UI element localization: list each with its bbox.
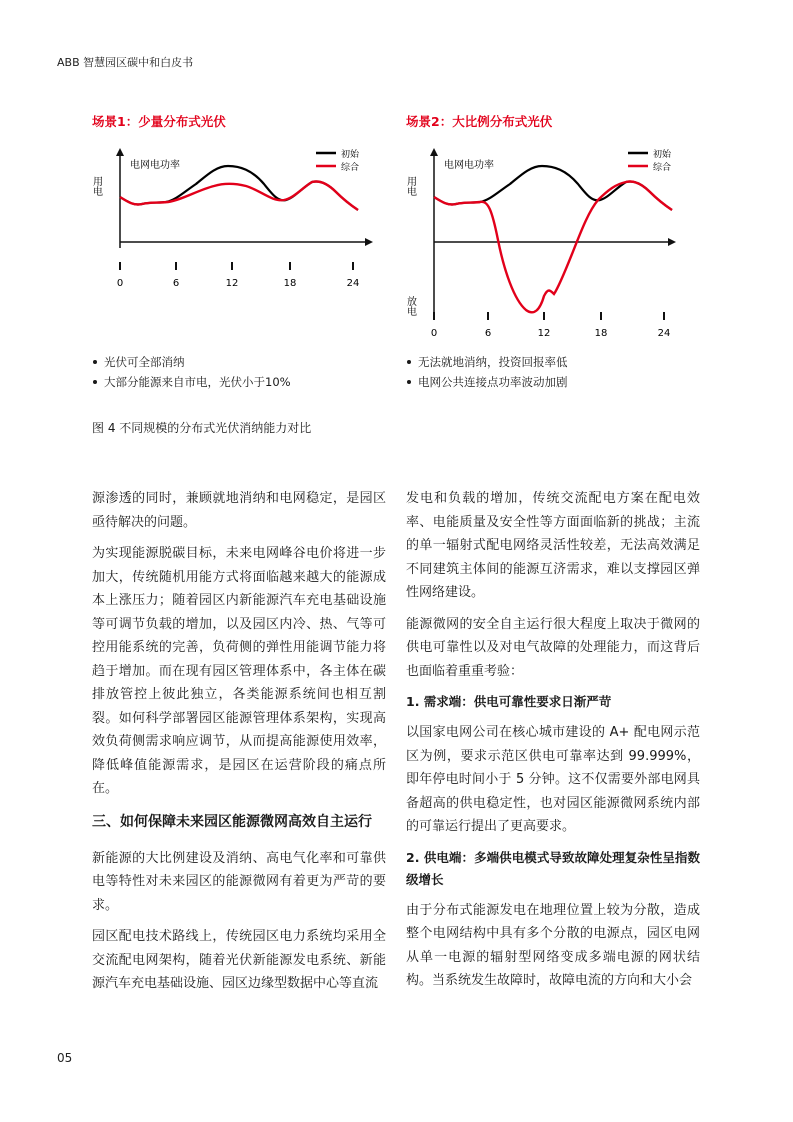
- legend-initial-label: 初始: [341, 150, 360, 160]
- right-column: [406, 487, 700, 1001]
- y-label-top: 用电: [404, 176, 416, 196]
- legend-combined-label: 综合: [653, 163, 672, 173]
- y-axis-arrow: [116, 148, 124, 156]
- bullet-item: 电网公共连接点功率波动加剧: [406, 372, 568, 392]
- page-number: 05: [57, 1051, 73, 1065]
- paragraph: 源渗透的同时，兼顾就地消纳和电网稳定，是园区亟待解决的问题。: [92, 491, 386, 530]
- combined-line: [120, 181, 358, 210]
- paragraph: 发电和负载的增加，传统交流配电方案在配电效率、电能质量及安全性等方面面临新的挑战；主流的单一辐射式配电网络灵活性较差，无法高效满足不同建筑主体间的能源互济需求，难以支撑园区弹性网络建设。: [406, 491, 700, 600]
- tick-label-24: 24: [346, 278, 360, 289]
- series-label: 电网电功率: [444, 160, 494, 171]
- tick-label-12: 12: [225, 278, 239, 289]
- scenario2-bullets: [406, 352, 568, 392]
- paragraph: 能源微网的安全自主运行很大程度上取决于微网的供电可靠性以及对电气故障的处理能力，而这背后也面临着重重考验：: [406, 616, 700, 679]
- y-label-top: 用电: [90, 176, 102, 196]
- tick-label-6: 6: [172, 278, 180, 289]
- y-label-bottom: 放电: [404, 296, 416, 316]
- document-header: ABB 智慧园区碳中和白皮书: [57, 56, 194, 69]
- scenario1-bullets: [92, 352, 291, 392]
- x-axis-arrow: [365, 238, 373, 246]
- paragraph: 由于分布式能源发电在地理位置上较为分散，造成整个电网结构中具有多个分散的电源点，园区电网从单一电源的辐射型网络变成多端电源的网状结构。当系统发生故障时，故障电流的方向和大小会: [406, 902, 700, 988]
- bullet-item: 光伏可全部消纳: [92, 352, 291, 372]
- subsection-heading: 2. 供电端：多端供电模式导致故障处理复杂性呈指数级增长: [406, 849, 700, 887]
- tick-label-12: 12: [537, 328, 551, 339]
- left-column: [92, 487, 386, 1004]
- scenario2-title: 场景2：大比例分布式光伏: [406, 114, 553, 129]
- subsection-heading: 1. 需求端：供电可靠性要求日渐严苛: [406, 694, 612, 709]
- tick-label-6: 6: [484, 328, 492, 339]
- y-axis-arrow: [430, 148, 438, 156]
- tick-label-18: 18: [594, 328, 608, 339]
- figure-caption: 图 4 不同规模的分布式光伏消纳能力对比: [92, 421, 312, 435]
- scenario1-title: 场景1：少量分布式光伏: [92, 114, 226, 129]
- series-label: 电网电功率: [130, 160, 180, 171]
- legend-combined-label: 综合: [341, 163, 360, 173]
- scenario2-chart: [402, 140, 692, 340]
- paragraph: 以国家电网公司在核心城市建设的 A+ 配电网示范区为例，要求示范区供电可靠率达到 99.999%，即年停电时间小于 5 分钟。这不仅需要外部电网具备超高的供电稳定性，也对园区能源微网系统内部的可靠运行提出了更高要求。: [406, 725, 700, 834]
- tick-label-18: 18: [283, 278, 297, 289]
- x-axis-arrow: [668, 238, 676, 246]
- tick-label-24: 24: [657, 328, 671, 339]
- tick-label-0: 0: [116, 278, 124, 289]
- section-heading: 三、如何保障未来园区能源微网高效自主运行: [92, 813, 372, 830]
- paragraph: 园区配电技术路线上，传统园区电力系统均采用全交流配电网架构，随着光伏新能源发电系统、新能源汽车充电基础设施、园区边缘型数据中心等直流: [92, 929, 386, 991]
- paragraph: 为实现能源脱碳目标，未来电网峰谷电价将进一步加大，传统随机用能方式将面临越来越大的能源成本上涨压力；随着园区内新能源汽车充电基础设施等可调节负载的增加，以及园区内冷、热、气等可控用能系统的完善，负荷侧的弹性用能调节能力将趋于增加。而在现有园区管理体系中，各主体在碳排放管控上彼此独立，各类能源系统间也相互割裂。如何科学部署园区能源管理体系架构，实现高效负荷侧需求响应调节，从而提高能源使用效率，降低峰值能源需求，是园区在运营阶段的痛点所在。: [92, 546, 386, 796]
- bullet-item: 无法就地消纳，投资回报率低: [406, 352, 568, 372]
- paragraph: 新能源的大比例建设及消纳、高电气化率和可靠供电等特性对未来园区的能源微网有着更为严苛的要求。: [92, 850, 386, 913]
- tick-label-0: 0: [430, 328, 438, 339]
- combined-line: [434, 181, 672, 312]
- scenario1-chart: [88, 140, 378, 295]
- bullet-item: 大部分能源来自市电，光伏小于10%: [92, 372, 291, 392]
- legend-initial-label: 初始: [653, 150, 672, 160]
